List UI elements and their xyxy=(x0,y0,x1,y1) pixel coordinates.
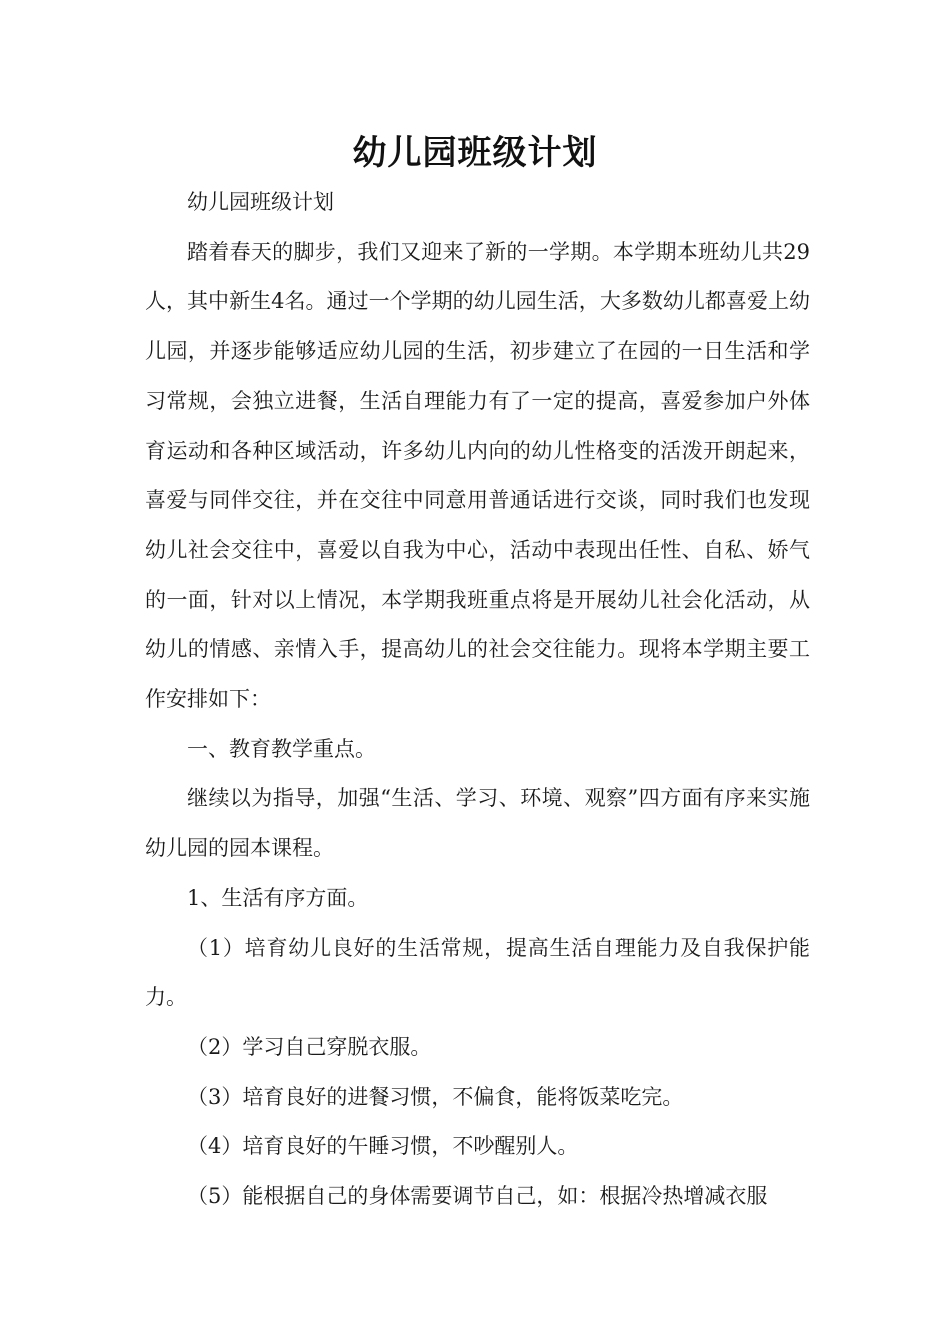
paragraph-item-1: （1）培育幼儿良好的生活常规，提高生活自理能力及自我保护能力。 xyxy=(145,935,810,1010)
paragraph-intro: 踏着春天的脚步，我们又迎来了新的一学期。本学期本班幼儿共29人，其中新生4名。通过一个学期的幼儿园生活，大多数幼儿都喜爱上幼儿园，并逐步能够适应幼儿园的生活，初步建立了在园的一日生活和学习常规，会独立进餐，生活自理能力有了一定的提高，喜爱参加户外体育运动和各种区域活动，许多幼儿内向的幼儿性格变的活泼开朗起来，喜爱与同伴交往，并在交往中同意用普通话进行交谈，同时我们也发现幼儿社会交往中，喜爱以自我为中心，活动中表现出任性、自私、娇气的一面，针对以上情况，本学期我班重点将是开展幼儿社会化活动，从幼儿的情感、亲情入手，提高幼儿的社会交往能力。现将本学期主要工作安排如下： xyxy=(145,239,810,712)
paragraph-section-heading: 一、教育教学重点。 xyxy=(187,736,376,761)
paragraph-section-text: 继续以为指导，加强“生活、学习、环境、观察”四方面有序来实施幼儿园的园本课程。 xyxy=(145,786,810,861)
document-body xyxy=(145,178,810,1222)
paragraph-item-4: （4）培育良好的午睡习惯，不吵醒别人。 xyxy=(187,1134,579,1159)
paragraph-item-2: （2）学习自己穿脱衣服。 xyxy=(187,1034,432,1059)
document-title: 幼儿园班级计划 xyxy=(352,133,598,173)
paragraph-subsection-heading: 1、生活有序方面。 xyxy=(187,885,369,910)
paragraph-item-5: （5）能根据自己的身体需要调节自己，如：根据冷热增减衣服 xyxy=(187,1184,768,1209)
paragraph-item-3: （3）培育良好的进餐习惯，不偏食，能将饭菜吃完。 xyxy=(187,1084,684,1109)
paragraph-subtitle: 幼儿园班级计划 xyxy=(187,190,334,214)
